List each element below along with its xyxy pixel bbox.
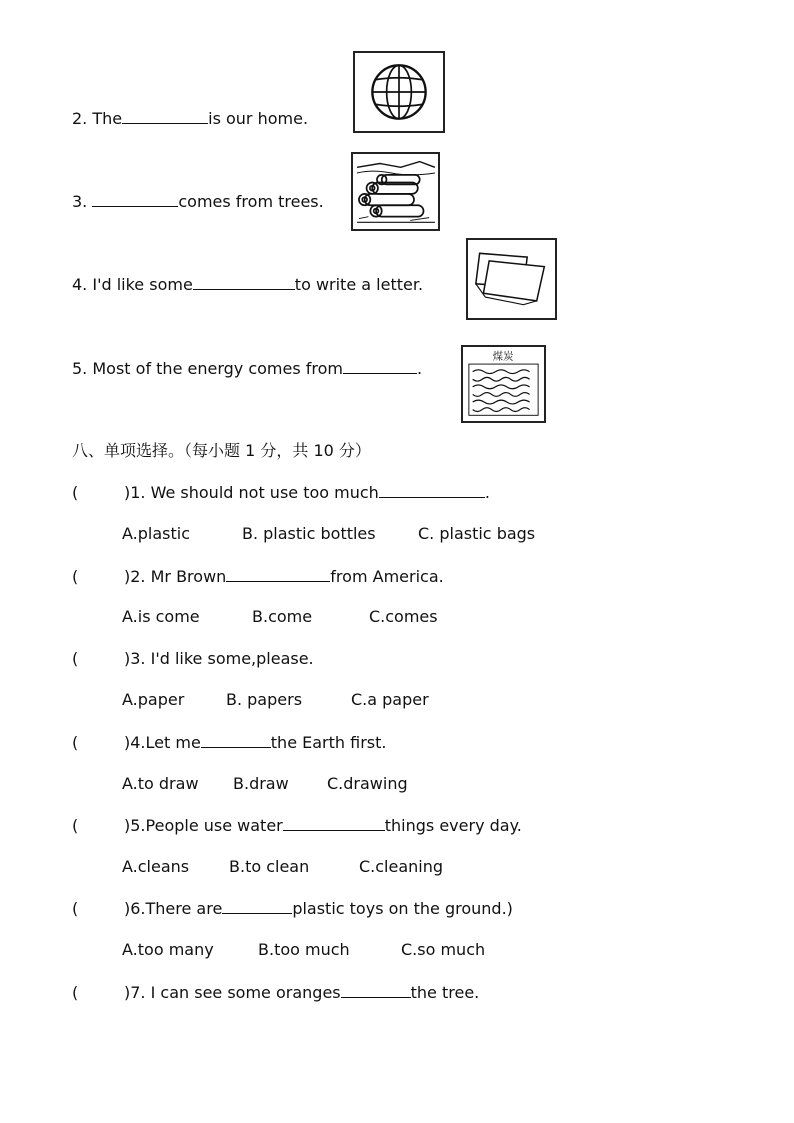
answer-blank: [283, 815, 385, 831]
question-text: 5.People use water: [130, 816, 283, 835]
logs-picture: [351, 152, 440, 231]
paren-close: ): [124, 983, 131, 1002]
choice-question-3: [72, 649, 314, 669]
question-text: I'd like some: [92, 275, 193, 294]
question-text: 2. Mr Brown: [130, 567, 227, 586]
question-text: the tree.: [410, 983, 480, 1002]
choice-question-6: [72, 898, 513, 919]
option-a[interactable]: A.plastic: [122, 524, 191, 543]
fill-question-4: [72, 274, 423, 295]
option-a[interactable]: A.cleans: [122, 857, 190, 876]
question-text: 1. We should not use too much: [130, 483, 379, 502]
option-b[interactable]: B. plastic bottles: [242, 524, 376, 543]
option-c[interactable]: C. plastic bags: [418, 524, 536, 543]
globe-picture: [353, 51, 445, 133]
fill-question-3: [72, 191, 324, 212]
choice-question-4: [72, 732, 386, 753]
answer-blank[interactable]: [92, 191, 178, 207]
option-c[interactable]: C.drawing: [327, 774, 408, 793]
choice-question-2: [72, 566, 444, 587]
paper-sheets-icon: [468, 240, 555, 318]
answer-paren[interactable]: (: [72, 733, 79, 752]
answer-paren[interactable]: (: [72, 567, 79, 586]
answer-paren[interactable]: (: [72, 899, 79, 918]
section-title: 八、单项选择。（每小题 1 分，共 10 分）: [72, 441, 371, 460]
question-text: 3. I'd like some,please.: [130, 649, 314, 668]
question-text: from America.: [330, 567, 444, 586]
question-text: 7. I can see some oranges: [130, 983, 341, 1002]
coal-icon: [463, 347, 544, 421]
question-text: .: [417, 359, 423, 378]
answer-blank: [341, 982, 411, 998]
paren-close: ): [124, 816, 131, 835]
fill-question-2: [72, 108, 308, 129]
answer-paren[interactable]: (: [72, 649, 79, 668]
answer-blank: [379, 482, 485, 498]
question-number: 4.: [72, 275, 88, 294]
answer-blank: [201, 732, 271, 748]
question-number: 3.: [72, 192, 88, 211]
option-b[interactable]: B.come: [252, 607, 313, 626]
option-b[interactable]: B. papers: [226, 690, 303, 709]
answer-blank: [222, 898, 292, 914]
question-text: The: [92, 109, 123, 128]
globe-icon: [355, 53, 443, 131]
question-text: .: [484, 483, 490, 502]
answer-blank[interactable]: [193, 274, 295, 290]
question-text: comes from trees.: [178, 192, 324, 211]
paper-picture: [466, 238, 557, 320]
option-c[interactable]: C.cleaning: [359, 857, 444, 876]
paren-close: ): [124, 899, 131, 918]
paren-close: ): [124, 649, 131, 668]
option-a[interactable]: A.is come: [122, 607, 200, 626]
option-c[interactable]: C.a paper: [351, 690, 429, 709]
logs-icon: [353, 154, 438, 229]
question-number: 2.: [72, 109, 88, 128]
answer-blank[interactable]: [122, 108, 208, 124]
choice-question-5: [72, 815, 522, 836]
question-text: the Earth first.: [270, 733, 387, 752]
question-number: 5.: [72, 359, 88, 378]
answer-paren[interactable]: (: [72, 816, 79, 835]
question-text: is our home.: [208, 109, 309, 128]
option-c[interactable]: C.so much: [401, 940, 486, 959]
question-text: things every day.: [384, 816, 522, 835]
option-b[interactable]: B.too much: [258, 940, 350, 959]
choice-question-7: [72, 982, 479, 1003]
fill-question-5: [72, 358, 422, 379]
question-text: to write a letter.: [294, 275, 424, 294]
answer-paren[interactable]: (: [72, 483, 79, 502]
question-text: Most of the energy comes from: [92, 359, 344, 378]
option-a[interactable]: A.too many: [122, 940, 214, 959]
option-c[interactable]: C.comes: [369, 607, 438, 626]
coal-label: 煤炭: [492, 350, 514, 363]
answer-blank: [226, 566, 330, 582]
option-a[interactable]: A.paper: [122, 690, 185, 709]
paren-close: ): [124, 733, 131, 752]
option-a[interactable]: A.to draw: [122, 774, 199, 793]
choice-question-1: [72, 482, 490, 503]
question-text: 6.There are: [130, 899, 223, 918]
answer-paren[interactable]: (: [72, 983, 79, 1002]
paren-close: ): [124, 567, 131, 586]
option-b[interactable]: B.draw: [233, 774, 289, 793]
option-b[interactable]: B.to clean: [229, 857, 310, 876]
question-text: plastic toys on the ground.): [292, 899, 513, 918]
coal-picture: [461, 345, 546, 423]
question-text: 4.Let me: [130, 733, 201, 752]
answer-blank[interactable]: [343, 358, 417, 374]
paren-close: ): [124, 483, 131, 502]
